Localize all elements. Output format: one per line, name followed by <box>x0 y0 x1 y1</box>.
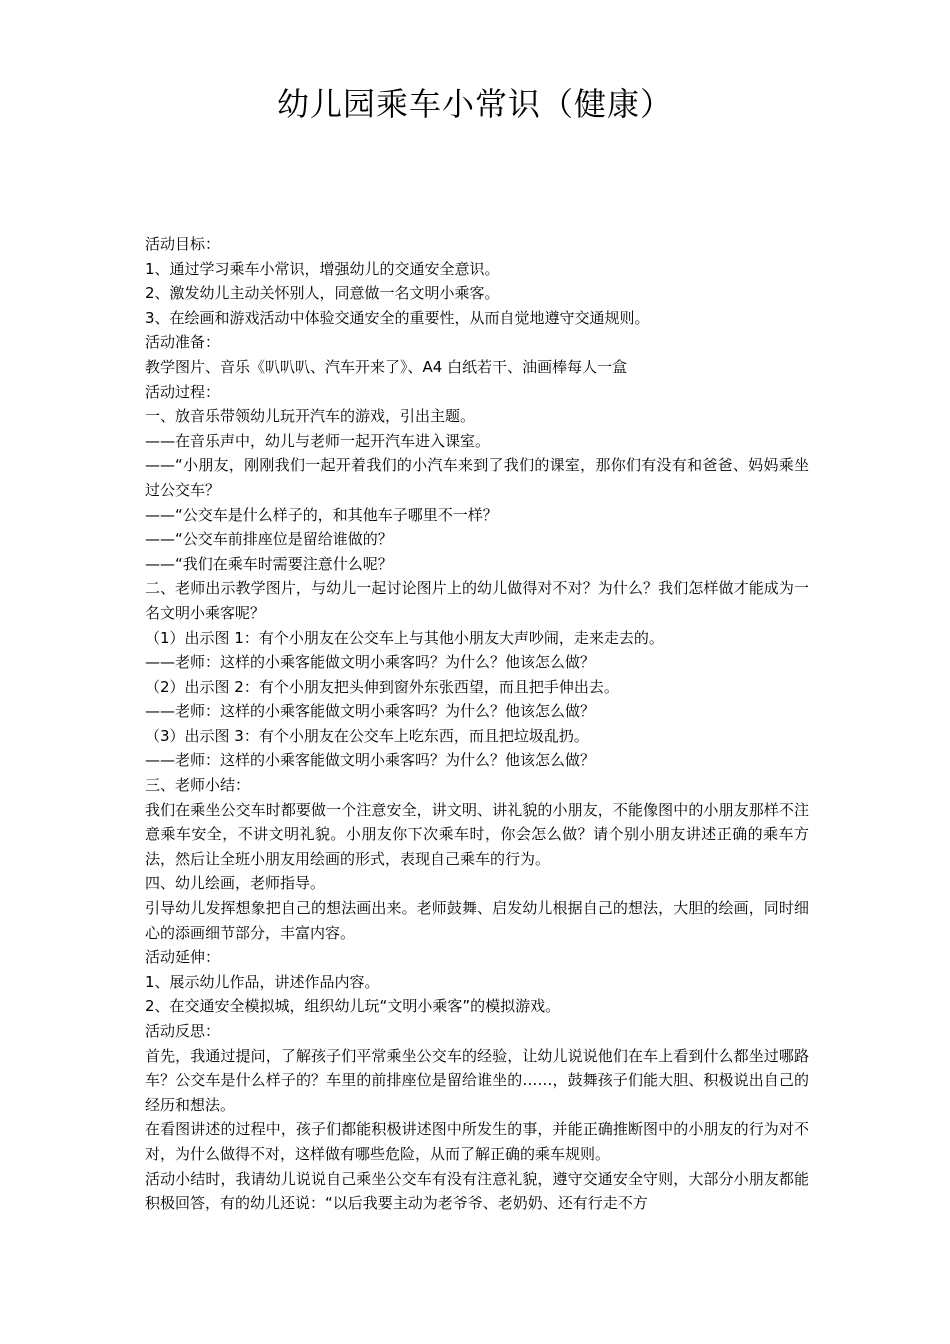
paragraph: ——在音乐声中，幼儿与老师一起开汽车进入课室。 <box>145 431 491 450</box>
document-body <box>145 232 809 1216</box>
paragraph: 活动反思： <box>145 1022 221 1040</box>
paragraph: 活动目标： <box>145 235 221 253</box>
paragraph: 二、老师出示教学图片，与幼儿一起讨论图片上的幼儿做得对不对？为什么？我们怎样做才能成为一名文明小乘客呢？ <box>145 579 809 622</box>
paragraph: 教学图片、音乐《叭叭叭、汽车开来了》、A4 白纸若干、油画棒每人一盒 <box>145 357 628 376</box>
paragraph: 2、在交通安全模拟城，组织幼儿玩“文明小乘客”的模拟游戏。 <box>145 997 561 1016</box>
paragraph: 1、通过学习乘车小常识，增强幼儿的交通安全意识。 <box>145 259 500 278</box>
paragraph: 活动延伸： <box>145 948 221 967</box>
paragraph: 活动过程： <box>145 382 221 401</box>
paragraph: 引导幼儿发挥想象把自己的想法画出来。老师鼓舞、启发幼儿根据自己的想法，大胆的绘画，同时细心的添画细节部分，丰富内容。 <box>145 899 809 942</box>
paragraph: ——“小朋友，刚刚我们一起开着我们的小汽车来到了我们的课室，那你们有没有和爸爸、妈妈乘坐过公交车？ <box>145 456 809 499</box>
paragraph: （2）出示图 2：有个小朋友把头伸到窗外东张西望，而且把手伸出去。 <box>145 677 619 696</box>
paragraph: 四、幼儿绘画，老师指导。 <box>145 874 326 893</box>
paragraph: 一、放音乐带领幼儿玩开汽车的游戏，引出主题。 <box>145 407 476 426</box>
paragraph: ——老师：这样的小乘客能做文明小乘客吗？为什么？他该怎么做？ <box>145 751 596 770</box>
document-title: 幼儿园乘车小常识（健康） <box>276 85 673 123</box>
paragraph: 我们在乘坐公交车时都要做一个注意安全，讲文明、讲礼貌的小朋友，不能像图中的小朋友那样不注意乘车安全，不讲文明礼貌。小朋友你下次乘车时，你会怎么做？请个别小朋友讲述正确的乘车方法，然后让全班小朋友用绘画的形式，表现自己乘车的行为。 <box>145 800 809 868</box>
paragraph: （3）出示图 3：有个小朋友在公交车上吃东西，而且把垃圾乱扔。 <box>145 726 589 745</box>
paragraph: ——“公交车是什么样子的，和其他车子哪里不一样？ <box>145 505 498 524</box>
paragraph: （1）出示图 1：有个小朋友在公交车上与其他小朋友大声吵闹，走来走去的。 <box>145 628 664 647</box>
paragraph: ——“公交车前排座位是留给谁做的？ <box>145 530 393 549</box>
paragraph: ——“我们在乘车时需要注意什么呢？ <box>145 554 393 573</box>
paragraph: ——老师：这样的小乘客能做文明小乘客吗？为什么？他该怎么做？ <box>145 702 596 721</box>
paragraph: ——老师：这样的小乘客能做文明小乘客吗？为什么？他该怎么做？ <box>145 653 596 672</box>
paragraph: 活动小结时，我请幼儿说说自己乘坐公交车有没有注意礼貌，遵守交通安全守则，大部分小朋友都能积极回答，有的幼儿还说：“以后我要主动为老爷爷、老奶奶、还有行走不方 <box>145 1169 809 1213</box>
paragraph: 在看图讲述的过程中，孩子们都能积极讲述图中所发生的事，并能正确推断图中的小朋友的行为对不对，为什么做得不对，这样做有哪些危险，从而了解正确的乘车规则。 <box>145 1120 809 1163</box>
paragraph: 首先，我通过提问，了解孩子们平常乘坐公交车的经验，让幼儿说说他们在车上看到什么都坐过哪路车？公交车是什么样子的？车里的前排座位是留给谁坐的……，鼓舞孩子们能大胆、积极说出自己的经历和想法。 <box>145 1046 809 1114</box>
paragraph: 活动准备： <box>145 333 221 352</box>
paragraph: 1、展示幼儿作品，讲述作品内容。 <box>145 972 380 991</box>
paragraph: 3、在绘画和游戏活动中体验交通安全的重要性，从而自觉地遵守交通规则。 <box>145 308 650 327</box>
paragraph: 2、激发幼儿主动关怀别人，同意做一名文明小乘客。 <box>145 284 500 303</box>
paragraph: 三、老师小结： <box>145 776 251 795</box>
